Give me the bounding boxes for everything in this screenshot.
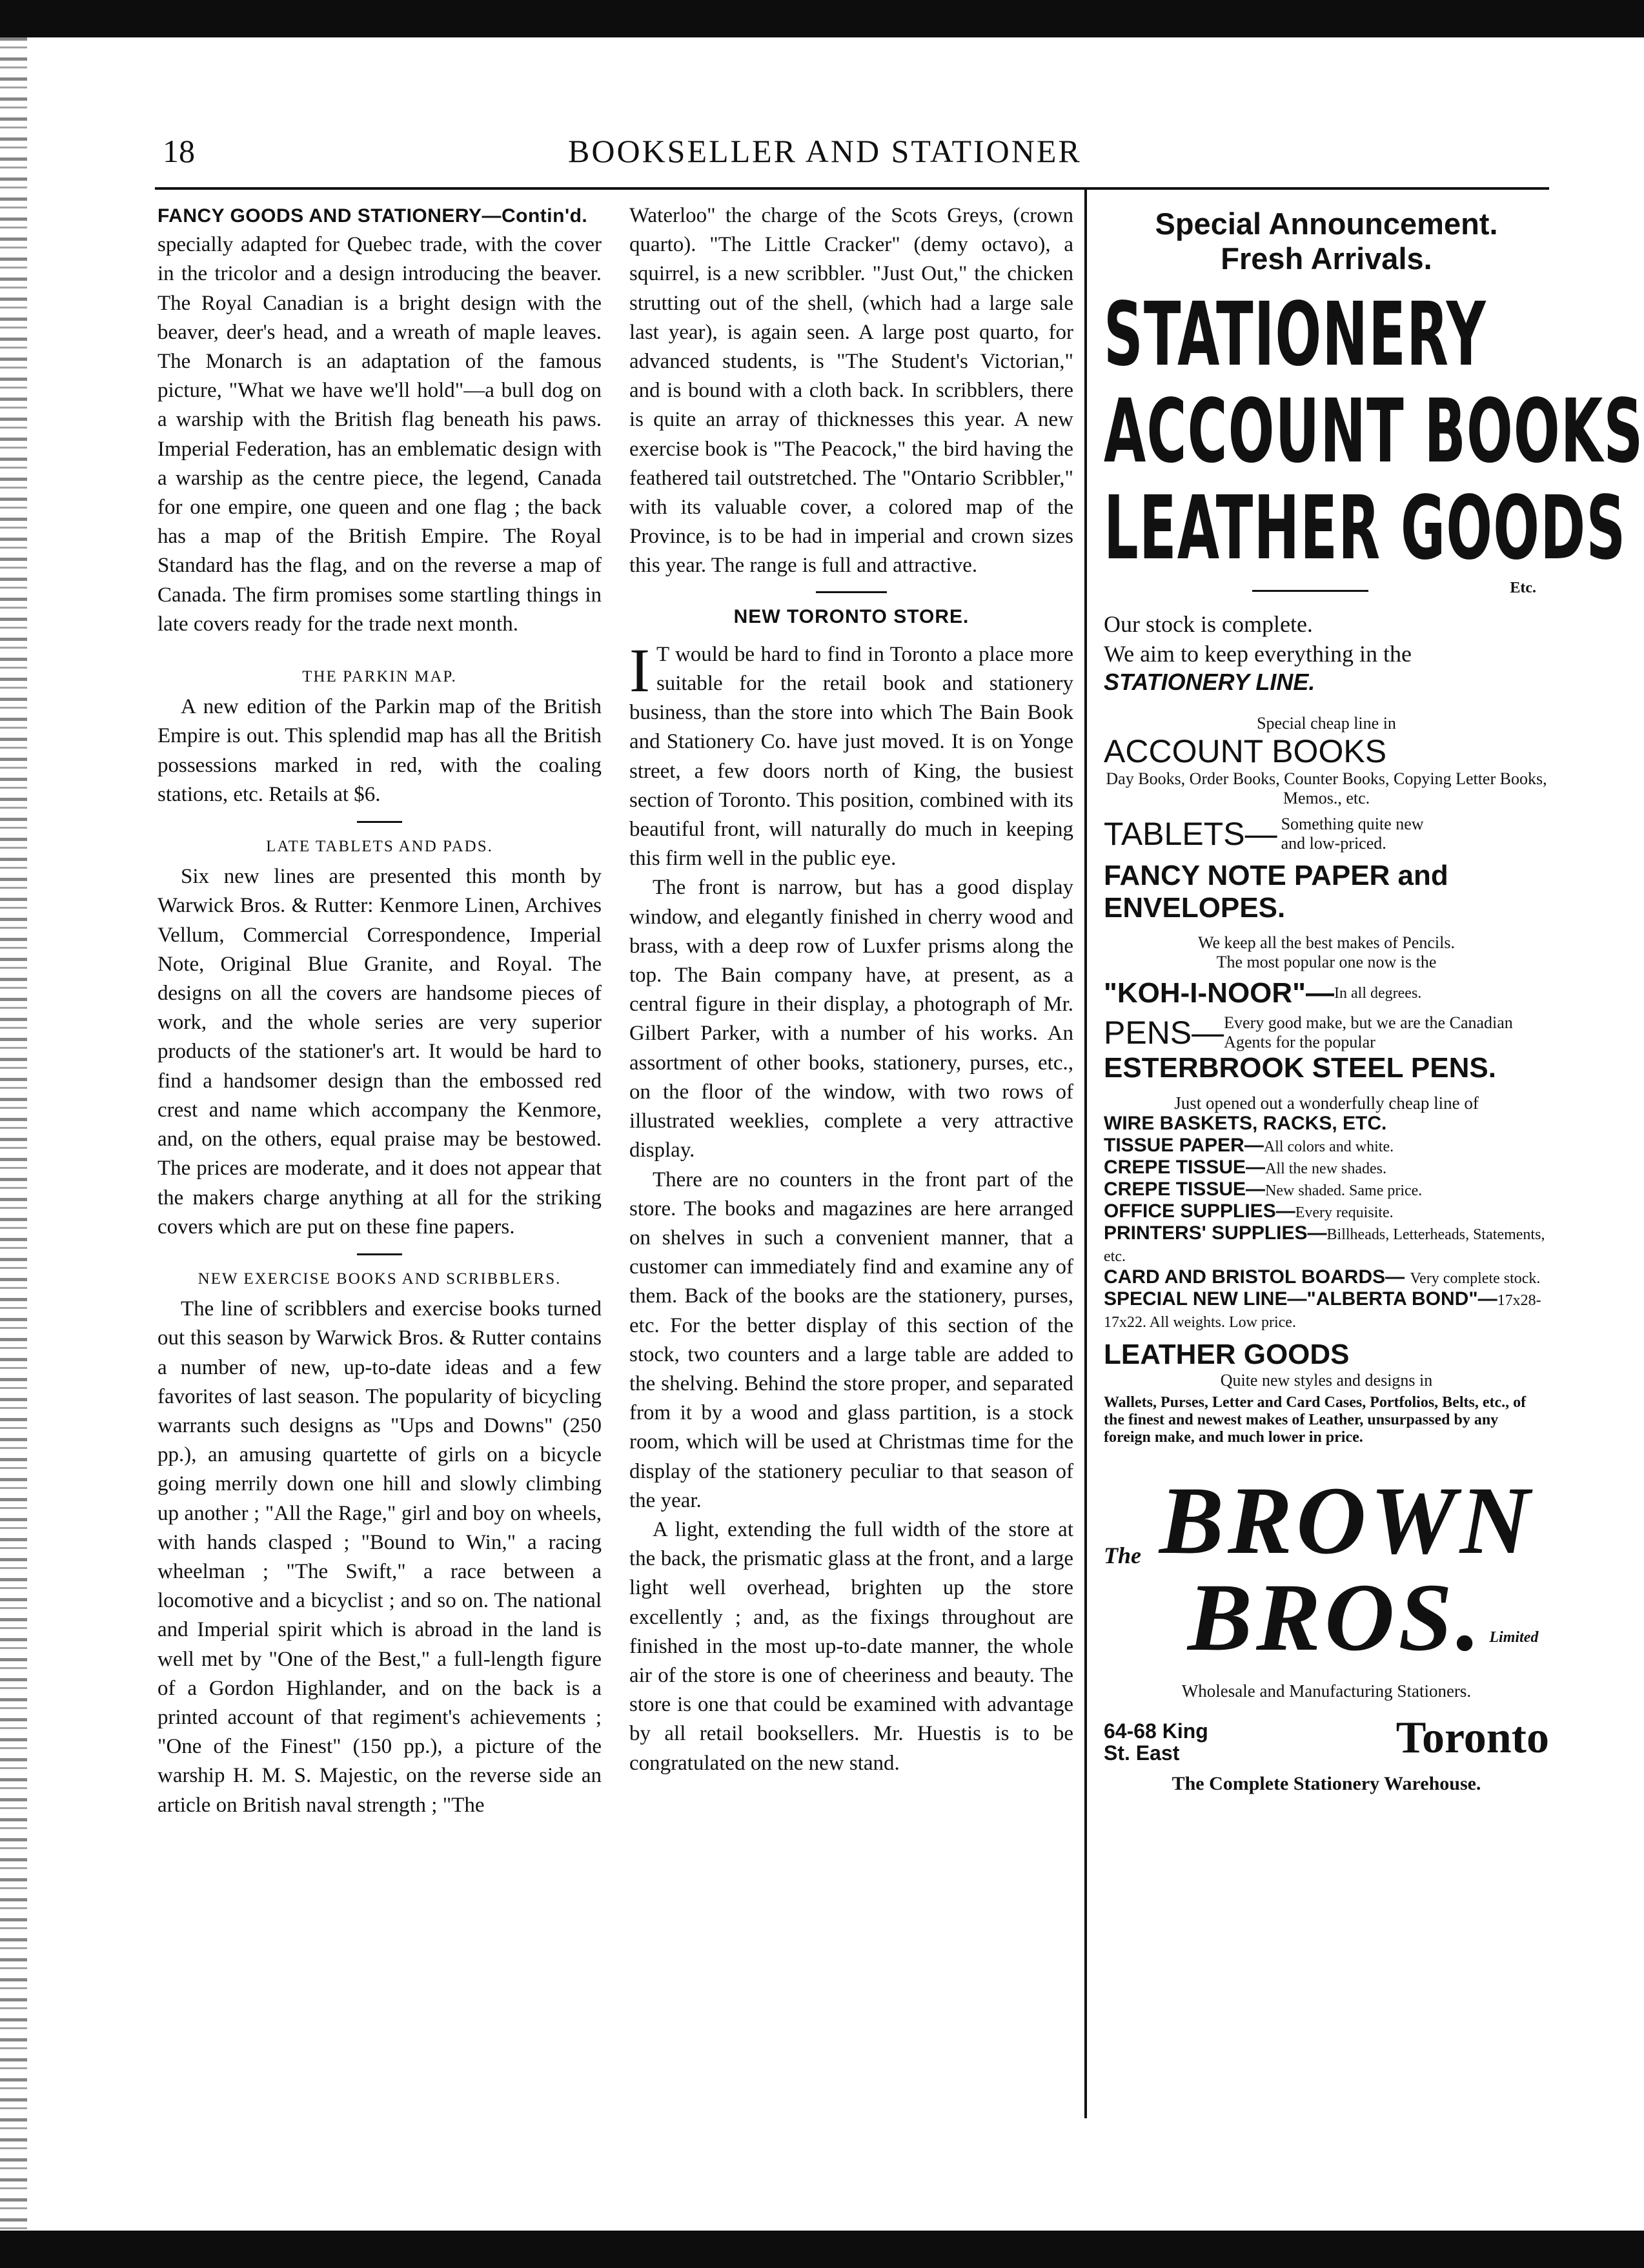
section-divider <box>816 591 887 593</box>
ad-address-row <box>1104 1712 1549 1764</box>
article-paragraph: The front is narrow, but has a good display window, and elegantly finished in cherry wood and brass, with a deep row of Luxfer prisms along the top. The Bain company have, at present, as a central figure in their display, a photograph of Mr. Gilbert Parker, with a number of his works. An assortment of other books, stationery, purses, etc., on the floor of the window, with two rows of illustrated weeklies, complete a very attractive display. <box>629 876 1073 1162</box>
ad-special-announcement: Special Announcement. <box>1155 207 1498 241</box>
section-heading-tablets: LATE TABLETS AND PADS. <box>266 838 493 856</box>
ad-kohinoor-row <box>1104 977 1549 1009</box>
article-paragraph: Waterloo" the charge of the Scots Greys, (crown quarto). "The Little Cracker" (demy octavo), a squirrel, is a new scribbler. "Just Out," the chicken strutting out of the shell, (which had a large sale last year), is again seen. A large post quarto, for advanced students, is "The Student's Victorian," and is bound with a cloth back. In scribblers, there is quite an array of thicknesses this year. A new exercise book is "The Peacock," the bird having the feathered tail outstretched. The "Ontario Scribbler," with its valuable cover, a colored map of the Province, is to be had in imperial and crown sizes this year. The range is full and attractive. <box>629 204 1073 578</box>
column-rule <box>1084 188 1087 2118</box>
ad-pencils-line: We keep all the best makes of Pencils. <box>1198 933 1455 952</box>
ad-brand-brown-bros <box>1104 1467 1549 1574</box>
ad-item: CREPE TISSUE—All the new shades. <box>1104 1157 1387 1178</box>
ad-kohinoor: "KOH-I-NOOR"— <box>1104 977 1335 1009</box>
article-paragraph: specially adapted for Quebec trade, with the cover in the tricolor and a design introducing the beaver. The Royal Canadian is a bright design with the beaver, deer's head, and a wreath of maple leaves. The Monarch is an adaptation of the famous picture, "What we have we'll hold"—a bull dog on a warship with the British flag beneath his paws. Imperial Federation, has an emblematic design with a warship as the centre piece, the legend, Canada for one empire, one queen and one flag ; the back has a map of the British Empire. The Royal Standard has the flag, and on the reverse a map of Canada. The firm promises some startling things in late covers ready for the trade next month. <box>157 233 602 636</box>
article-paragraph: I T would be hard to find in Toronto a place more suitable for the retail book and stationery business, than the store into which The Bain Book and Stationery Co. have just moved. It is on Yonge street, a few doors north of King, the busiest section of Toronto. This position, combined with its beautiful front, will naturally do much in keeping this firm well in the public eye. <box>629 635 1073 871</box>
ad-kohinoor-desc: In all degrees. <box>1334 984 1422 1002</box>
ad-fancy-note-heading: FANCY NOTE PAPER and ENVELOPES. <box>1104 860 1448 924</box>
section-heading-store: NEW TORONTO STORE. <box>733 605 969 627</box>
ad-leather-heading: LEATHER GOODS <box>1104 1339 1350 1370</box>
ad-brand-brown: BROWN <box>1159 1467 1534 1574</box>
ad-headline-stationery: STATIONERY <box>1104 284 1487 386</box>
header-rule <box>155 187 1549 190</box>
ad-brand-bros: BROS. <box>1188 1564 1485 1671</box>
ad-tablets-desc: Something quite new and low-priced. <box>1281 815 1424 853</box>
scan-bottom-border <box>0 2231 1644 2268</box>
scan-top-border <box>0 0 1644 37</box>
ad-wholesale-line: Wholesale and Manufacturing Stationers. <box>1181 1681 1472 1701</box>
ad-street-address: 64-68 King St. East <box>1104 1719 1208 1765</box>
ad-tagline: The Complete Stationery Warehouse. <box>1172 1773 1481 1794</box>
article-paragraph: There are no counters in the front part of the store. The books and magazines are here arranged on shelves in such a convenient manner, that a customer can immediately find and examine any of them. Back of the books are the stationery, purses, etc. For the better display of this section of the stock, two counters and a large table are added to the shelving. Behind the store proper, and separated from it by a wood and glass partition, is a stock room, which will be used at Christmas time for the display of the stationery peculiar to that season of the year. <box>629 1168 1073 1512</box>
ad-etc-row <box>1104 577 1549 609</box>
scan-left-edge <box>0 37 27 2231</box>
column-2 <box>629 201 1073 1778</box>
ad-city: Toronto <box>1395 1713 1549 1763</box>
article-paragraph: A new edition of the Parkin map of the British Empire is out. This splendid map has all the British possessions marked in red, with the coaling stations, etc. Retails at $6. <box>157 695 602 806</box>
ad-cheap-line: Special cheap line in <box>1257 714 1396 733</box>
ad-tablets-heading: TABLETS— <box>1104 816 1277 852</box>
ad-stock-line: Our stock is complete. <box>1104 611 1313 637</box>
ad-items-list <box>1104 1113 1549 1332</box>
continued-heading: FANCY GOODS AND STATIONERY—Contin'd. <box>157 205 588 227</box>
column-1 <box>157 201 602 1820</box>
ad-esterbrook-heading: ESTERBROOK STEEL PENS. <box>1104 1052 1496 1084</box>
section-heading-parkin: THE PARKIN MAP. <box>302 668 457 686</box>
ad-item: CREPE TISSUE—New shaded. Same price. <box>1104 1179 1423 1200</box>
ad-stock-line: We aim to keep everything in the <box>1104 641 1412 667</box>
running-title: BOOKSELLER AND STATIONER <box>568 133 1082 169</box>
ad-pencils-line: The most popular one now is the <box>1216 953 1437 971</box>
page-number: 18 <box>163 133 195 169</box>
ad-brand-bros-row <box>1188 1564 1549 1671</box>
ad-brand-the: The <box>1104 1543 1141 1568</box>
advertisement <box>1104 207 1644 1795</box>
ad-item: CARD AND BRISTOL BOARDS— Very complete stock. <box>1104 1266 1541 1288</box>
ad-stationery-line: STATIONERY LINE. <box>1104 669 1315 695</box>
section-divider <box>357 1253 402 1255</box>
ad-account-books-desc: Day Books, Order Books, Counter Books, Copying Letter Books, Memos., etc. <box>1106 769 1547 807</box>
ad-pens-row <box>1104 1013 1549 1052</box>
ad-opened-line: Just opened out a wonderfully cheap line of <box>1174 1093 1479 1113</box>
ad-item: PRINTERS' SUPPLIES—Billheads, Letterheads, Statements, etc. <box>1104 1222 1545 1265</box>
section-heading-exercise: NEW EXERCISE BOOKS AND SCRIBBLERS. <box>198 1270 562 1288</box>
ad-headline-account-books: ACCOUNT BOOKS <box>1104 381 1644 483</box>
ad-pens-desc: Every good make, but we are the Canadian Agents for the popular <box>1224 1013 1513 1051</box>
ad-leather-sub: Quite new styles and designs in <box>1220 1371 1433 1390</box>
ad-rule <box>1252 590 1368 592</box>
ad-item: TISSUE PAPER—All colors and white. <box>1104 1135 1394 1156</box>
ad-brand-limited: Limited <box>1489 1629 1539 1646</box>
ad-pens-heading: PENS— <box>1104 1015 1224 1051</box>
ad-leather-desc: Wallets, Purses, Letter and Card Cases, Portfolios, Belts, etc., of the finest and newest makes of Leather, unsurpassed by any foreign make, and much lower in price. <box>1104 1394 1527 1446</box>
ad-item: SPECIAL NEW LINE—"ALBERTA BOND"—17x28-17x22. All weights. Low price. <box>1104 1288 1541 1331</box>
ad-etc: Etc. <box>1510 580 1536 596</box>
ad-tablets-row <box>1104 815 1549 853</box>
article-paragraph: A light, extending the full width of the store at the back, the prismatic glass at the front, and a large light well overhead, brighten up the store excellently ; and, as the fixings throughout are finished in the most up-to-date manner, the whole air of the store is one of cheeriness and beauty. The store is one that could be examined with advantage by all retail booksellers. Mr. Huestis is to be congratulated on the new stand. <box>629 1517 1073 1775</box>
article-paragraph: The line of scribblers and exercise books turned out this season by Warwick Bros. & Rutter contains a number of new, up-to-date ideas and a few favorites of last season. The popularity of bicycling warrants such designs as "Ups and Downs" (250 pp.), an amusing quartette of girls on a bicycle going merrily down one hill and slowly climbing up another ; "All the Rage," girl and boy on wheels, with hands clasped ; "Bound to Win," a racing wheelman ; "The Swift," a race between a locomotive and a bicyclist ; and so on. The national and Imperial spirit which is abroad in the land is well met by "One of the Best," a full-length figure of a Gordon Highlander, and on the back is a printed account of that regiment's achievements ; "One of the Finest" (150 pp.), a picture of the warship H. M. S. Majestic, on the reverse side an article on British naval strength ; "The <box>157 1297 602 1817</box>
ad-item: WIRE BASKETS, RACKS, ETC. <box>1104 1113 1387 1134</box>
ad-account-books-heading: ACCOUNT BOOKS <box>1104 733 1387 769</box>
article-paragraph: Six new lines are presented this month by Warwick Bros. & Rutter: Kenmore Linen, Archives Vellum, Commercial Correspondence, Imperial Note, Original Blue Granite, and Royal. The designs on all the covers are handsome pieces of work, and the whole series are very superior products of the stationer's art. It would be hard to find a handsomer design than the embossed red crest and name which accompany the Kenmore, and, on the others, equal praise may be bestowed. The prices are moderate, and it does not appear that the makers charge anything at all for the striking covers which are put on these fine papers. <box>157 865 602 1239</box>
ad-fresh-arrivals: Fresh Arrivals. <box>1221 241 1432 276</box>
ad-item: OFFICE SUPPLIES—Every requisite. <box>1104 1200 1394 1222</box>
ad-headline-leather-goods: LEATHER GOODS <box>1104 478 1627 580</box>
drop-cap: I <box>629 635 650 705</box>
section-divider <box>357 821 402 823</box>
